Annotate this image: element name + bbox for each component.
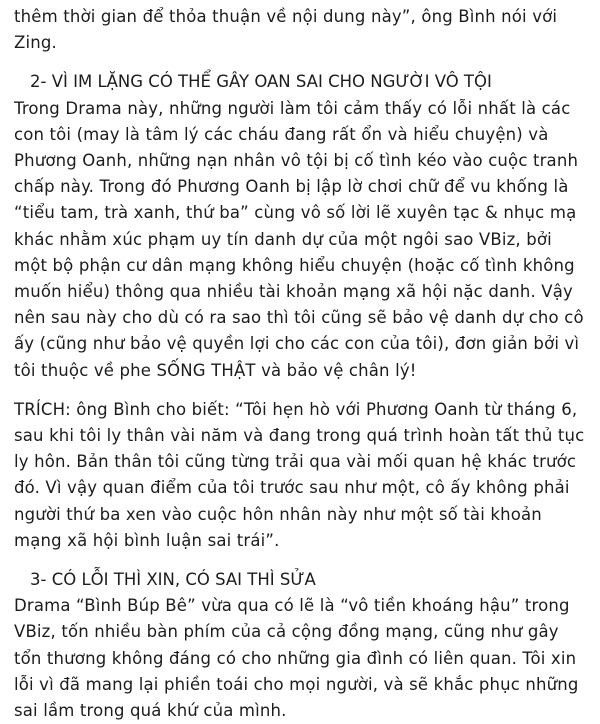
lead-paragraph: thêm thời gian để thỏa thuận về nội dung này”, ông Bình nói với Zing. [14,7,558,53]
section-2-body: Trong Drama này, những người làm tôi cảm thấy có lỗi nhất là các con tôi (may là tâm lý các cháu đang rất ổn và hiểu chuyện) và Phương Oanh, những nạn nhân vô tội bị cố tình kéo vào cuộc tranh chấp này. Trong đó Phương Oanh bị lập lờ chơi chữ để vu khống là “tiểu tam, trà xanh, thứ ba” cùng vô số lời lẽ xuyên tạc & nhục mạ khác nhằm xúc phạm uy tín danh dự của một ngôi sao VBiz, bởi một bộ phận cư dân mạng không hiểu chuyện (hoặc cố tình không muốn hiểu) thông qua nhiều tài khoản mạng xã hội nặc danh. Vậy nên sau này cho dù có ra sao thì tôi cũng sẽ bảo vệ danh dự cho cô ấy (cũng như bảo vệ quyền lợi cho các con của tôi), đơn giản bởi vì tôi thuộc về phe SỐNG THẬT và bảo vệ chân lý! [14,98,584,380]
spacer [14,384,586,397]
section-3-body: Drama “Bình Búp Bê” vừa qua có lẽ là “vô tiền khoáng hậu” trong VBiz, tốn nhiều bàn phím của cả cộng đồng mạng, cũng như gây tổn thương không đáng có cho những gia đình có liên quan. Tôi xin lỗi vì đã mang lại phiền toái cho mọi người, và sẽ khắc phục những sai lầm trong quá khứ của mình. [14,596,579,721]
section-3-heading: 3- CÓ LỖI THÌ XIN, CÓ SAI THÌ SỬA [30,570,316,590]
section-2-heading: 2- VÌ IM LẶNG CÓ THỂ GÂY OAN SAI CHO NGƯỜI VÔ TỘI [30,72,492,92]
spacer [14,56,586,69]
quote-block: TRÍCH: ông Bình cho biết: “Tôi hẹn hò với Phương Oanh từ tháng 6, sau khi tôi ly thân vài năm và đang trong quá trình hoàn tất thủ tục ly hôn. Bản thân tôi cũng từng trải qua vài mối quan hệ khác trước đó. Vì vậy quan điểm của tôi trước sau như một, cô ấy không phải người thứ ba xen vào cuộc hôn nhân này như một số tài khoản mạng xã hội bình luận sai trái”. [14,399,585,550]
spacer [14,554,586,567]
